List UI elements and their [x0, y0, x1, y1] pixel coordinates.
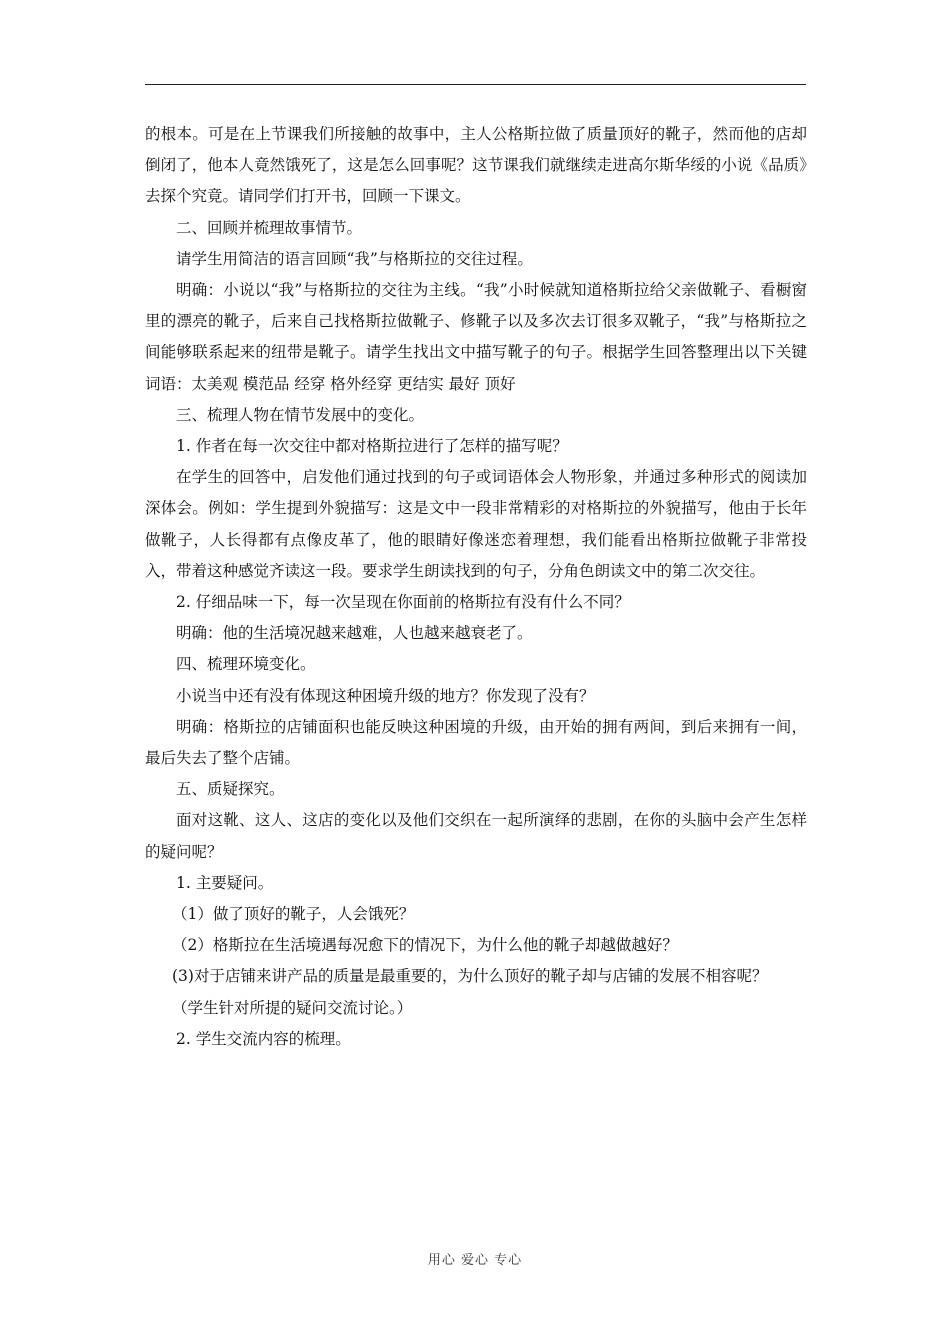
section-heading: 二、回顾并梳理故事情节。	[176, 218, 363, 237]
paragraph: 请学生用简洁的语言回顾“我”与格斯拉的交往过程。	[176, 249, 533, 268]
paragraph: 的根本。可是在上节课我们所接触的故事中，主人公格斯拉做了质量顶好的靴子，然而他的店却倒闭了，他本人竟然饿死了，这是怎么回事呢？这节课我们就继续走进高尔斯华绥的小说《品质》去探个究竟。请同学们打开书，回顾一下课文。	[145, 125, 807, 206]
sub-item: （1）做了顶好的靴子，人会饿死？	[172, 905, 415, 924]
paragraph: 面对这靴、这人、这店的变化以及他们交织在一起所演绎的悲剧，在你的头脑中会产生怎样的疑问呢？	[145, 811, 807, 861]
numbered-item: 1. 作者在每一次交往中都对格斯拉进行了怎样的描写呢？	[176, 437, 568, 456]
section-heading: 四、梳理环境变化。	[176, 655, 316, 674]
section-heading: 五、质疑探究。	[176, 780, 285, 799]
sub-item: （2）格斯拉在生活境遇每况愈下的情况下，为什么他的靴子却越做越好？	[172, 936, 678, 955]
section-heading: 三、梳理人物在情节发展中的变化。	[176, 405, 425, 424]
sub-item-note: （学生针对所提的疑问交流讨论。）	[172, 998, 413, 1017]
header-rule	[145, 84, 806, 85]
numbered-item: 2. 学生交流内容的梳理。	[176, 1029, 351, 1048]
sub-item: (3)对于店铺来讲产品的质量是最重要的，为什么顶好的靴子却与店铺的发展不相容呢？	[172, 967, 768, 986]
document-body	[145, 119, 807, 1055]
paragraph: 明确：小说以“我”与格斯拉的交往为主线。“我”小时候就知道格斯拉给父亲做靴子、看橱窗里的漂亮的靴子，后来自己找格斯拉做靴子、修靴子以及多次去订很多双靴子，“我”与格斯拉之间能够联系起来的纽带是靴子。请学生找出文中描写靴子的句子。根据学生回答整理出以下关键词语：太美观 模范品 经穿 格外经穿 更结实 最好 顶好	[145, 281, 807, 393]
numbered-item: 1. 主要疑问。	[176, 873, 274, 892]
paragraph: 明确：格斯拉的店铺面积也能反映这种困境的升级，由开始的拥有两间，到后来拥有一间，最后失去了整个店铺。	[145, 717, 807, 768]
paragraph: 小说当中还有没有体现这种困境升级的地方？你发现了没有？	[176, 686, 595, 705]
paragraph: 明确：他的生活境况越来越难，人也越来越衰老了。	[176, 624, 533, 643]
paragraph: 在学生的回答中，启发他们通过找到的句子或词语体会人物形象，并通过多种形式的阅读加深体会。例如：学生提到外貌描写：这是文中一段非常精彩的对格斯拉的外貌描写，他由于长年做靴子，人长得都有点像皮革了，他的眼睛好像迷恋着理想，我们能看出格斯拉做靴子非常投入，带着这种感觉齐读这一段。要求学生朗读找到的句子，分角色朗读文中的第二次交往。	[145, 468, 807, 580]
numbered-item: 2. 仔细品味一下，每一次呈现在你面前的格斯拉有没有什么不同？	[176, 593, 630, 612]
page-footer: 用心 爱心 专心	[427, 1253, 523, 1268]
